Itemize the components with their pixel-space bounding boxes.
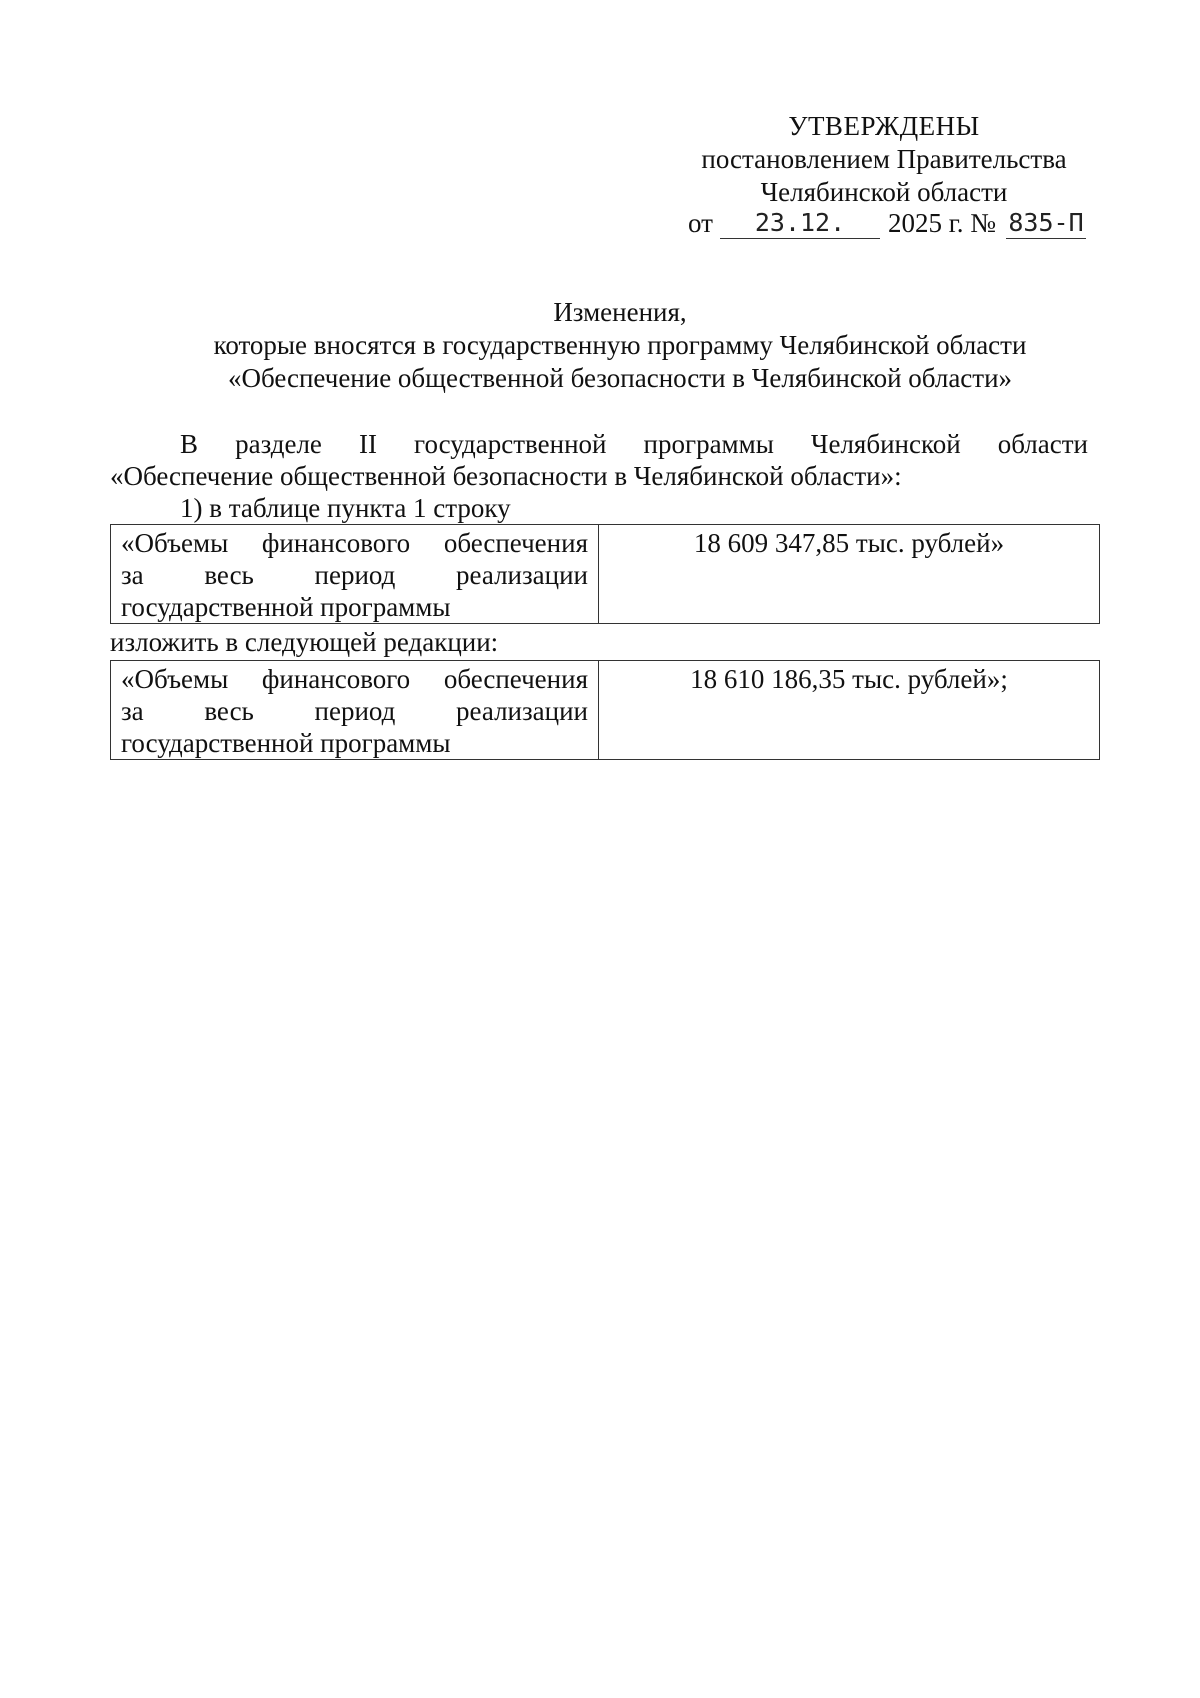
date-prefix: от <box>688 208 713 238</box>
document-heading <box>110 296 1130 395</box>
item-1: 1) в таблице пункта 1 строку <box>180 493 511 523</box>
table-old-value: 18 609 347,85 тыс. рублей» <box>599 525 1100 624</box>
approval-line-1: постановлением Правительства <box>701 144 1067 174</box>
table-old-label <box>111 525 599 624</box>
table-new-label-line-2: за весь период реализации <box>121 696 588 726</box>
approval-line-2: Челябинской области <box>760 177 1008 207</box>
table-old-label-line-2: за весь период реализации <box>121 560 588 590</box>
table-old-label-line-3: государственной программы <box>121 592 451 622</box>
approval-block <box>680 110 1088 209</box>
table-new-label-line-3: государственной программы <box>121 728 451 758</box>
table-old-label-line-1: «Объемы финансового обеспечения <box>121 528 588 558</box>
heading-line-2: которые вносятся в государственную программу Челябинской области <box>213 330 1027 360</box>
document-number: 835-П <box>1006 208 1086 239</box>
heading-line-3: «Обеспечение общественной безопасности в Челябинской области» <box>227 363 1013 393</box>
table-new-value: 18 610 186,35 тыс. рублей»; <box>599 661 1100 760</box>
table-new-label <box>111 661 599 760</box>
table-new <box>110 660 1100 760</box>
year-and-number-label: 2025 г. № <box>888 208 997 238</box>
table-row <box>111 661 1100 760</box>
approval-title: УТВЕРЖДЕНЫ <box>788 111 980 141</box>
table-row <box>111 525 1100 624</box>
table-old <box>110 524 1100 624</box>
replace-text: изложить в следующей редакции: <box>110 627 499 657</box>
date-value: 23.12. <box>720 208 880 239</box>
intro-line-1: В разделе II государственной программы Челябинской области <box>180 429 1088 459</box>
heading-line-1: Изменения, <box>553 297 687 327</box>
approval-date-line <box>688 208 1108 244</box>
table-new-label-line-1: «Объемы финансового обеспечения <box>121 664 588 694</box>
intro-line-2: «Обеспечение общественной безопасности в Челябинской области»: <box>110 461 902 491</box>
